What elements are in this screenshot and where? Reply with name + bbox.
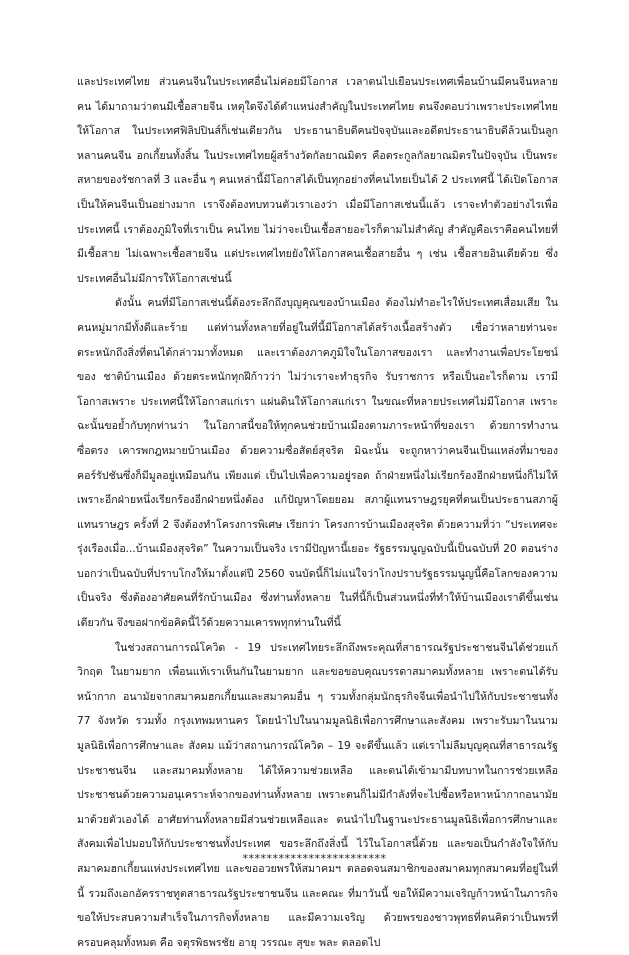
end-separator: ************************ — [242, 852, 387, 865]
paragraph-1: และประเทศไทย ส่วนคนจีนในประเทศอื่นไม่ค่อยมีโอกาส เวลาตนไปเยือนประเทศเพื่อนบ้านมีคนจีนหลายคน ได้มาถามว่าตนมีเชื้อสายจีน เหตุใดจึงได้ตำแหน่งสำคัญในประเทศไทย ตนจึงตอบว่าเพราะประเทศไทย ให้โอกาส ในประเทศฟิลิปปินส์ก็เช่นเดียวกัน ประธานาธิบดีคนปัจจุบันและอดีตประธานาธิบดีล้วนเป็นลูกหลานคนจีน อกเกี้ยนทั้งสิ้น ในประเทศไทยผู้สร้างวัดกัลยาณมิตร คือตระกูลกัลยาณมิตรในปัจจุบัน เป็นพระสหายของรัชกาลที่ 3 และอื่น ๆ คนเหล่านี้มีโอกาสได้เป็นทุกอย่างที่คนไทยเป็นได้ 2 ประเทศนี้ ได้เปิดโอกาสเป็นให้คนจีนเป็นอย่างมาก เราจึงต้องทบทวนตัวเราเองว่า เมื่อมีโอกาสเช่นนี้แล้ว เราจะทำตัวอย่างไรเพื่อประเทศนี้ เราต้องภูมิใจที่เราเป็น คนไทย ไม่ว่าจะเป็นเชื้อสายอะไรก็ตามไม่สำคัญ สำคัญคือเราคือคนไทยที่มีเชื้อสาย ไม่เฉพาะเชื้อสายจีน แต่ประเทศไทยยังให้โอกาสคนเชื้อสายอื่น ๆ เช่น เชื้อสายอินเดียด้วย ซึ่งประเทศอื่นไม่มีการให้โอกาสเช่นนี้ — [77, 76, 558, 285]
paragraph-3: ในช่วงสถานการณ์โควิด - 19 ประเทศไทยระลึกถึงพระคุณที่สาธารณรัฐประชาชนจีนได้ช่วยแก้วิกฤต ในยามยาก เพื่อนแท้เราเห็นกันในยามยาก และขอขอบคุณบรรดาสมาคมทั้งหลาย เพราะตนได้รับหน้ากาก อนามัยจากสมาคมฮกเกี้ยนและสมาคมอื่น ๆ รวมทั้งกลุ่มนักธุรกิจจีนเพื่อนำไปให้กับประชาชนทั้ง 77 จังหวัด รวมทั้ง กรุงเทพมหานคร โดยนำไปในนามมูลนิธิเพื่อการศึกษาและสังคม เพราะรับมาในนามมูลนิธิเพื่อการศึกษาและ สังคม แม้ว่าสถานการณ์โควิด – 19 จะดีขึ้นแล้ว แต่เราไม่ลืมบุญคุณที่สาธารณรัฐประชาชนจีน และสมาคมทั้งหลาย ได้ให้ความช่วยเหลือ และตนได้เข้ามามีบทบาทในการช่วยเหลือประชาชนด้วยความอนุเคราะห์จากของท่านทั้งหลาย เพราะตนก็ไม่มีกำลังที่จะไปซื้อหรือหาหน้ากากอนามัยมาด้วยตัวเองได้ อาศัยท่านทั้งหลายมีส่วนช่วยเหลือและ ตนนำไปในฐานะประธานมูลนิธิเพื่อการศึกษาและสังคมเพื่อไปมอบให้กับประชาชนทั้งประเทศ ขอระลึกถึงสิ่งนี้ ไว้ในโอกาสนี้ด้วย และขอเป็นกำลังใจให้กับสมาคมฮกเกี้ยนแห่งประเทศไทย และขออวยพรให้สมาคมฯ ตลอดจนสมาชิกของสมาคมทุกสมาคมที่อยู่ในที่นี้ รวมถึงเอกอัครราชทูตสาธารณรัฐประชาชนจีน และคณะ ที่มาวันนี้ ขอให้มีความเจริญก้าวหน้าในภารกิจ ขอให้ประสบความสำเร็จในภารกิจทั้งหลาย และมีความเจริญ ด้วยพรของชาวพุทธที่ตนคิดว่าเป็นพรที่ครอบคลุมทั้งหมด คือ จตุรพิธพรชัย อายุ วรรณะ สุขะ พละ ตลอดไป — [77, 641, 558, 949]
paragraph-2: ดังนั้น คนที่มีโอกาสเช่นนี้ต้องระลึกถึงบุญคุณของบ้านเมือง ต้องไม่ทำอะไรให้ประเทศเสื่อมเสีย ในคนหมู่มากมีทั้งดีและร้าย แต่ท่านทั้งหลายที่อยู่ในที่นี้มีโอกาสได้สร้างเนื้อสร้างตัว เชื่อว่าหลายท่านจะ ตระหนักถึงสิ่งที่ตนได้กล่าวมาทั้งหมด และเราต้องภาคภูมิใจในโอกาสของเรา และทำงานเพื่อประโยชน์ ของ ชาติบ้านเมือง ด้วยตระหนักทุกฝีก้าวว่า ไม่ว่าเราจะทำธุรกิจ รับราชการ หรือเป็นอะไรก็ตาม เรามีโอกาสเพราะ ประเทศนี้ให้โอกาสแก่เรา แผ่นดินให้โอกาสแก่เรา ในขณะที่หลายประเทศไม่มีโอกาส เพราะฉะนั้นขอย้ำกับทุกท่านว่า ในโอกาสนี้ขอให้ทุกคนช่วยบ้านเมืองตามภาระหน้าที่ของเรา ด้วยการทำงานซื่อตรง เคารพกฎหมายบ้านเมือง ด้วยความซื่อสัตย์สุจริต มิฉะนั้น จะถูกหาว่าคนจีนเป็นแหล่งที่มาของคอร์รัปชันซึ่งก็มีมูลอยู่เหมือนกัน เพียงแต่ เป็นไปเพื่อความอยู่รอด ถ้าฝ่ายหนึ่งไม่เรียกร้องอีกฝ่ายหนึ่งก็ไม่ให้ เพราะอีกฝ่ายหนึ่งเรียกร้องอีกฝ่ายหนึ่งต้อง แก้ปัญหาโดยยอม สภาผู้แทนราษฎรยุคที่ตนเป็นประธานสภาผู้แทนราษฎร ครั้งที่ 2 จึงต้องทำโครงการพิเศษ เรียกว่า โครงการบ้านเมืองสุจริต ด้วยความที่ว่า “ประเทศจะรุ่งเรืองเมื่อ...บ้านเมืองสุจริต” ในความเป็นจริง เรามีปัญหานี้เยอะ รัฐธรรมนูญฉบับนี้เป็นฉบับที่ 20 ตอนร่างบอกว่าเป็นฉบับที่ปราบโกงให้มาตั้งแต่ปี 2560 จนบัดนี้ก็ไม่แน่ใจว่าโกงปราบรัฐธรรมนูญนี้คือโลกของความเป็นจริง ซึ่งต้องอาศัยคนที่รักบ้านเมือง ซึ่งท่านทั้งหลาย ในที่นี้ก็เป็นส่วนหนึ่งที่ทำให้บ้านเมืองเราดีขึ้นเช่นเดียวกัน จึงขอฝากข้อคิดนี้ไว้ด้วยความเคารพทุกท่านในที่นี้ — [77, 297, 558, 630]
